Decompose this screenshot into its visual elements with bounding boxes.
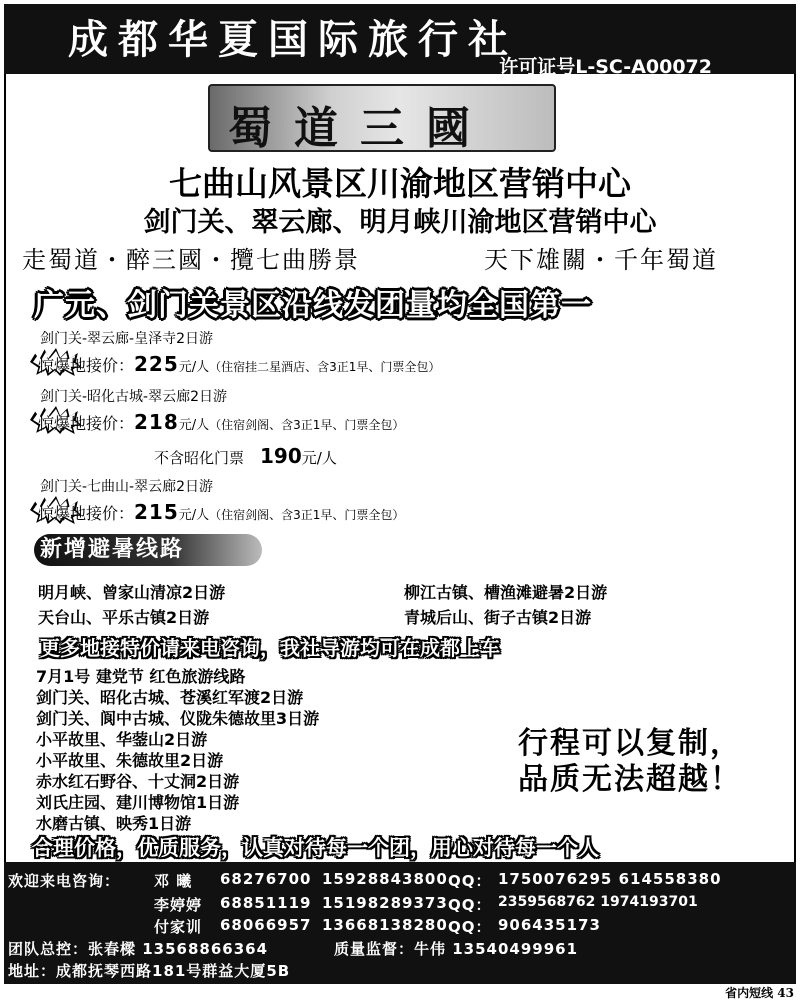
new-routes-label: 新增避暑线路 bbox=[34, 534, 262, 566]
headline-2: 剑门关、翠云廊、明月峡川渝地区营销中心 bbox=[143, 207, 657, 238]
price-line-3 bbox=[38, 500, 404, 524]
contact-mobile: 15928843800 bbox=[322, 870, 448, 888]
red-route: 7月1号 建党节 红色旅游线路 bbox=[36, 667, 246, 686]
exclusion-text: 不含昭化门票 bbox=[154, 449, 245, 467]
red-route: 刘氏庄园、建川博物馆1日游 bbox=[36, 793, 240, 812]
contact-phone: 68066957 bbox=[220, 916, 312, 934]
contact-footer bbox=[4, 862, 796, 984]
price-value: 225 bbox=[134, 352, 179, 376]
exclusion-price: 190 bbox=[260, 444, 302, 468]
route-title-2: 剑门关-昭化古城-翠云廊2日游 bbox=[40, 389, 228, 405]
summer-route: 天台山、平乐古镇2日游 bbox=[38, 608, 210, 627]
red-route: 赤水红石野谷、十丈洞2日游 bbox=[36, 772, 240, 791]
contact-mobile: 13668138280 bbox=[322, 916, 448, 934]
price-label: 惊爆地接价： bbox=[38, 414, 135, 433]
contact-phone: 68851119 bbox=[220, 894, 312, 912]
price-note: （住宿剑阁、含3正1早、门票全包） bbox=[209, 418, 405, 432]
price-line-2 bbox=[38, 410, 404, 434]
logo-text: 蜀道三國 bbox=[228, 103, 492, 154]
contact-qq: 906435173 bbox=[498, 916, 601, 934]
contact-mobile: 15198289373 bbox=[322, 894, 448, 912]
qq-label: QQ： bbox=[448, 918, 492, 936]
contact-name: 付家训 bbox=[154, 918, 203, 936]
price-note: （住宿剑阁、含3正1早、门票全包） bbox=[209, 508, 405, 522]
contact-name: 李婷婷 bbox=[154, 896, 203, 914]
summer-route: 柳江古镇、槽渔滩避暑2日游 bbox=[404, 583, 608, 602]
quality-slogan-2: 品质无法超越！ bbox=[518, 762, 742, 797]
contact-label: 欢迎来电咨询： bbox=[8, 872, 121, 890]
price-unit: 元/人 bbox=[178, 418, 210, 433]
headline-1: 七曲山风景区川渝地区营销中心 bbox=[169, 164, 631, 203]
price-value: 215 bbox=[134, 500, 179, 524]
contact-qq: 1750076295 614558380 bbox=[498, 870, 722, 888]
shudao-logo bbox=[208, 84, 556, 152]
qq-label: QQ： bbox=[448, 872, 492, 890]
price-unit: 元/人 bbox=[178, 508, 210, 523]
license-number: 许可证号L-SC-A00072 bbox=[499, 56, 712, 78]
price-line-1 bbox=[38, 352, 440, 376]
header-bar bbox=[4, 4, 796, 78]
banner-top: 广元、剑门关景区沿线发团量均全国第一 bbox=[34, 288, 592, 323]
red-route: 小平故里、华蓥山2日游 bbox=[36, 730, 208, 749]
price-label: 惊爆地接价： bbox=[38, 356, 135, 375]
red-route: 剑门关、阆中古城、仪陇朱德故里3日游 bbox=[36, 709, 320, 728]
contact-phone: 68276700 bbox=[220, 870, 312, 888]
slogan-left: 走蜀道・醉三國・攬七曲勝景 bbox=[22, 246, 360, 274]
price-value: 218 bbox=[134, 410, 179, 434]
route-title-1: 剑门关-翠云廊-皇泽寺2日游 bbox=[40, 331, 214, 347]
banner-middle: 更多地接特价请来电咨询，我社导游均可在成都上车 bbox=[40, 636, 500, 660]
page-label: 省内短线 43 bbox=[725, 986, 794, 1000]
summer-route: 青城后山、街子古镇2日游 bbox=[404, 608, 592, 627]
contact-name: 邓 曦 bbox=[154, 872, 193, 890]
red-route: 水磨古镇、映秀1日游 bbox=[36, 814, 192, 833]
price-note: （住宿挂二星酒店、含3正1早、门票全包） bbox=[209, 360, 441, 374]
contact-qq: 2359568762 1974193701 bbox=[498, 894, 698, 910]
banner-bottom: 合理价格，优质服务，认真对待每一个团，用心对待每一个人 bbox=[32, 836, 599, 860]
address: 地址：成都抚琴西路181号群益大厦5B bbox=[8, 962, 291, 980]
exclusion-unit: 元/人 bbox=[301, 449, 337, 467]
quality-slogan-1: 行程可以复制， bbox=[518, 726, 742, 761]
team-control: 团队总控：张春樑 13568866364 bbox=[8, 940, 269, 958]
price-label: 惊爆地接价： bbox=[38, 504, 135, 523]
route-title-3: 剑门关-七曲山-翠云廊2日游 bbox=[40, 479, 214, 495]
quality-supervisor: 质量监督：牛伟 13540499961 bbox=[334, 940, 579, 958]
price-unit: 元/人 bbox=[178, 360, 210, 375]
exclusion-line bbox=[154, 444, 337, 468]
red-route: 小平故里、朱德故里2日游 bbox=[36, 751, 224, 770]
red-route: 剑门关、昭化古城、苍溪红军渡2日游 bbox=[36, 688, 304, 707]
slogan-right: 天下雄關・千年蜀道 bbox=[484, 246, 718, 274]
agency-name: 成都华夏国际旅行社 bbox=[68, 17, 518, 63]
summer-route: 明月峡、曾家山清凉2日游 bbox=[38, 583, 226, 602]
qq-label: QQ： bbox=[448, 896, 492, 914]
